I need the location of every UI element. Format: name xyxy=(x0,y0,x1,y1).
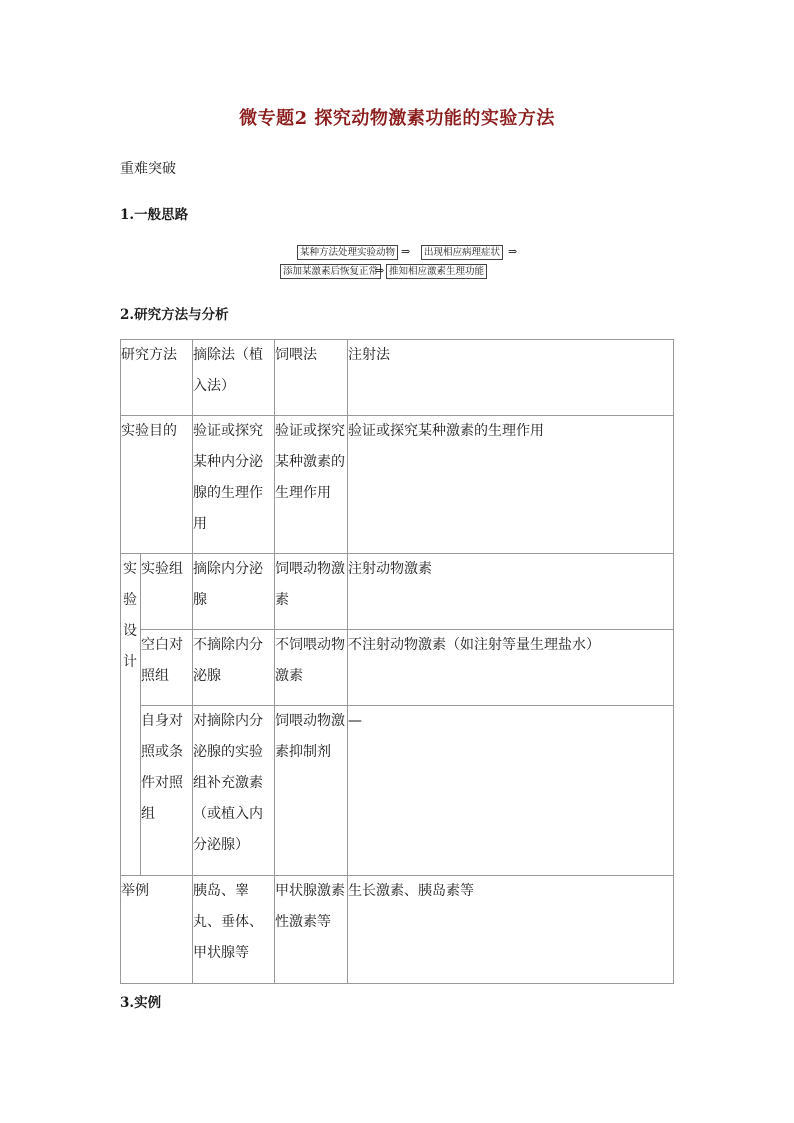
flow-step-treat-animal: 某种方法处理实验动物 xyxy=(297,245,398,260)
table-row xyxy=(121,340,674,416)
page-title: 微专题2 探究动物激素功能的实验方法 xyxy=(239,108,555,129)
row-label-cell: 空白对照组 xyxy=(141,630,193,706)
table-cell: 验证或探究某种激素的生理作用 xyxy=(275,416,348,554)
table-cell: 饲喂动物激素 xyxy=(275,554,348,630)
flow-arrow: ⇒ xyxy=(401,245,411,258)
table-cell: — xyxy=(348,706,674,876)
table-cell: 不摘除内分泌腺 xyxy=(193,630,275,706)
design-label-cell xyxy=(121,554,141,876)
table-row xyxy=(121,416,674,554)
methods-table xyxy=(120,339,674,984)
row-label-cell: 自身对照或条件对照组 xyxy=(141,706,193,876)
design-label: 实验设计 xyxy=(123,561,137,670)
table-cell: 验证或探究某种激素的生理作用 xyxy=(348,416,674,554)
header-cell: 注射法 xyxy=(348,340,674,416)
flow-step-add-hormone: 添加某激素后恢复正常 xyxy=(280,264,381,279)
flow-arrow: ⇒ xyxy=(508,245,518,258)
section-heading-general-approach: 1.一般思路 xyxy=(120,207,189,223)
header-cell: 摘除法（植入法） xyxy=(193,340,275,416)
row-label-cell: 举例 xyxy=(121,876,193,984)
table-cell: 生长激素、胰岛素等 xyxy=(348,876,674,984)
table-cell: 摘除内分泌腺 xyxy=(193,554,275,630)
table-cell: 饲喂动物激素抑制剂 xyxy=(275,706,348,876)
header-cell: 研究方法 xyxy=(121,340,193,416)
table-cell: 胰岛、睾丸、垂体、甲状腺等 xyxy=(193,876,275,984)
table-cell: 对摘除内分泌腺的实验组补充激素（或植入内分泌腺） xyxy=(193,706,275,876)
table-row xyxy=(121,630,674,706)
flow-arrow: ⇒ xyxy=(375,264,385,277)
table-row xyxy=(121,706,674,876)
table-cell: 不注射动物激素（如注射等量生理盐水） xyxy=(348,630,674,706)
section-heading-breakthrough: 重难突破 xyxy=(120,161,176,177)
table-cell: 不饲喂动物激素 xyxy=(275,630,348,706)
table-cell: 验证或探究某种内分泌腺的生理作用 xyxy=(193,416,275,554)
flow-step-infer-function: 推知相应激素生理功能 xyxy=(386,264,487,279)
table-row xyxy=(121,554,674,630)
table-row xyxy=(121,876,674,984)
header-cell: 饲喂法 xyxy=(275,340,348,416)
flow-step-symptoms: 出现相应病理症状 xyxy=(421,245,503,260)
table-cell: 甲状腺激素性激素等 xyxy=(275,876,348,984)
row-label-cell: 实验组 xyxy=(141,554,193,630)
section-heading-examples: 3.实例 xyxy=(120,995,162,1011)
section-heading-methods: 2.研究方法与分析 xyxy=(120,307,229,323)
row-label-cell: 实验目的 xyxy=(121,416,193,554)
table-cell: 注射动物激素 xyxy=(348,554,674,630)
